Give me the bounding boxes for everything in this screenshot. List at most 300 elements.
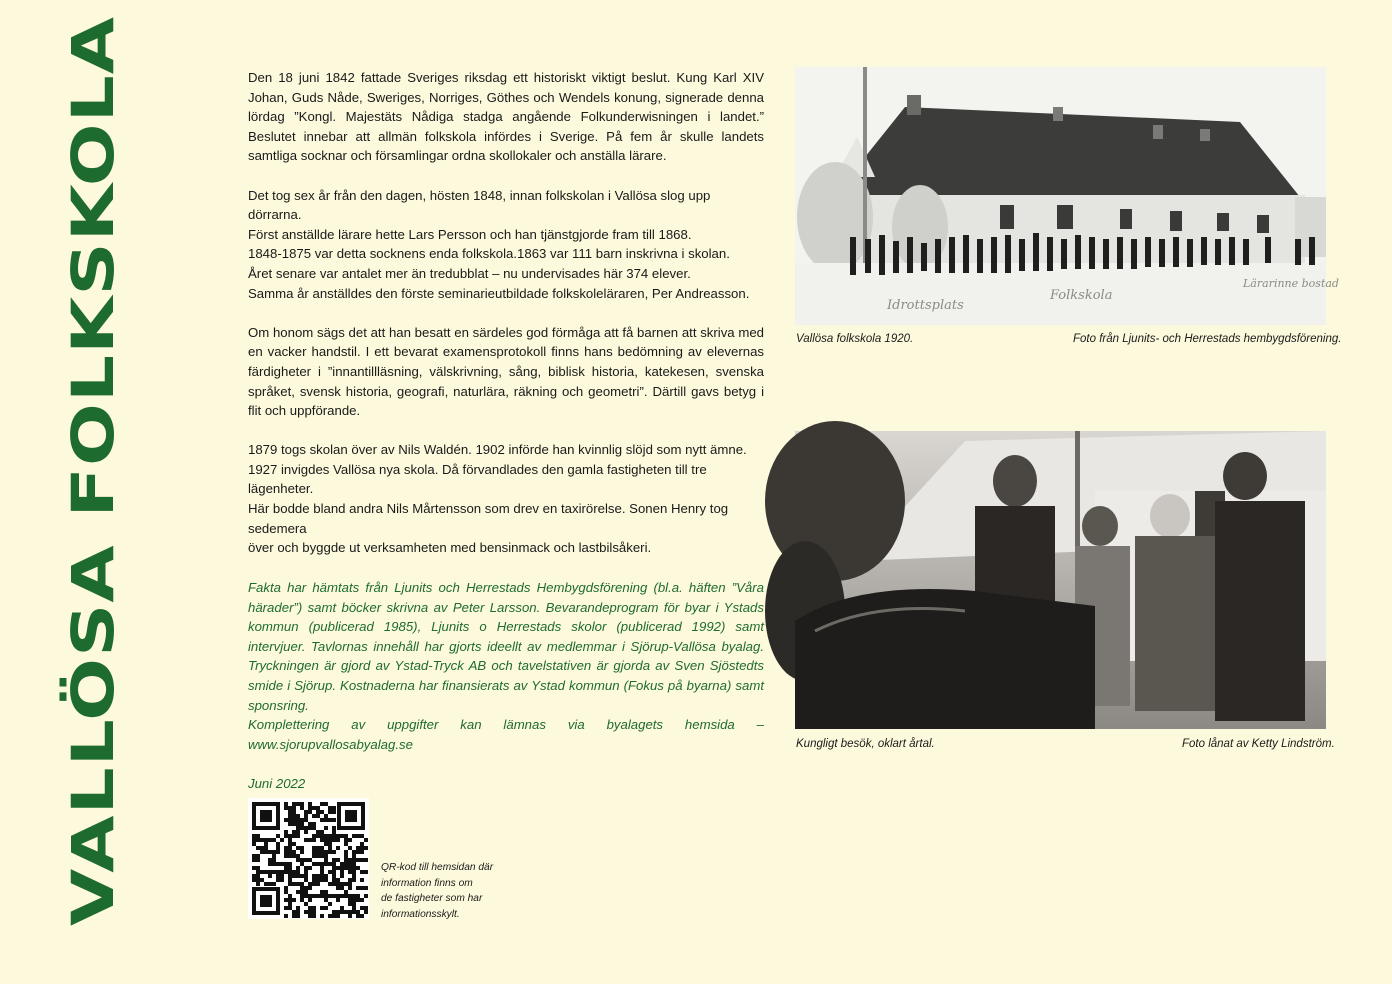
qr-module xyxy=(296,854,300,858)
qr-module xyxy=(308,906,312,910)
qr-module xyxy=(304,810,308,814)
qr-module xyxy=(364,858,368,862)
qr-module xyxy=(316,854,320,858)
qr-module xyxy=(296,818,300,822)
qr-module xyxy=(304,890,308,894)
qr-module xyxy=(308,882,312,886)
qr-module xyxy=(320,874,324,878)
qr-module xyxy=(332,806,336,810)
qr-module xyxy=(284,866,288,870)
qr-module xyxy=(308,886,312,890)
paragraph-intro: Den 18 juni 1842 fattade Sveriges riksdag ett historiskt viktigt beslut. Kung Karl XIV Johan, Guds Nåde, Sweriges, Norriges, Göthes och Wendels konung, signerade denna lördag ”Kongl. Majestäts Nådiga stadga angående Folkunderwisningen i landet.” Beslutet innebar att allmän folkskola infördes i Sverige. På fem år skulle landets samtliga socknar och församlingar ordna skollokaler och anställa lärare. xyxy=(248,70,764,164)
qr-module xyxy=(328,846,332,850)
qr-note xyxy=(381,860,511,922)
qr-module xyxy=(344,862,348,866)
qr-module xyxy=(340,862,344,866)
qr-module xyxy=(296,866,300,870)
qr-module xyxy=(284,834,288,838)
qr-module xyxy=(332,838,336,842)
qr-module xyxy=(356,846,360,850)
qr-module xyxy=(296,834,300,838)
qr-module xyxy=(328,894,332,898)
qr-module xyxy=(332,894,336,898)
handwriting-label: Idrottsplats xyxy=(887,298,964,313)
qr-module xyxy=(292,842,296,846)
qr-module xyxy=(292,854,296,858)
qr-module xyxy=(324,838,328,842)
qr-module xyxy=(356,866,360,870)
qr-module xyxy=(364,846,368,850)
qr-module xyxy=(324,850,328,854)
qr-module xyxy=(308,826,312,830)
qr-note-line: informationsskylt. xyxy=(381,908,460,920)
qr-module xyxy=(328,914,332,918)
text-line: Här bodde bland andra Nils Mårtensson som drev en taxirörelse. Sonen Henry tog sedemera xyxy=(248,501,729,536)
qr-module xyxy=(304,870,308,874)
qr-module xyxy=(300,882,304,886)
qr-module xyxy=(304,814,308,818)
text-line: 1879 togs skolan över av Nils Waldén. 1902 införde han kvinnlig slöjd som nytt ämne. xyxy=(248,442,747,458)
qr-module xyxy=(252,838,256,842)
qr-module xyxy=(348,914,352,918)
qr-module xyxy=(312,882,316,886)
qr-module xyxy=(344,910,348,914)
qr-module xyxy=(288,874,292,878)
qr-module xyxy=(328,842,332,846)
qr-module xyxy=(348,846,352,850)
qr-module xyxy=(308,914,312,918)
qr-module xyxy=(324,906,328,910)
qr-module xyxy=(348,858,352,862)
qr-module xyxy=(356,894,360,898)
qr-module xyxy=(360,914,364,918)
qr-module xyxy=(320,870,324,874)
qr-module xyxy=(296,858,300,862)
qr-module xyxy=(324,858,328,862)
qr-module xyxy=(292,874,296,878)
qr-module xyxy=(336,838,340,842)
qr-module xyxy=(268,874,272,878)
qr-module xyxy=(264,846,268,850)
qr-module xyxy=(276,846,280,850)
qr-module xyxy=(264,882,268,886)
qr-module xyxy=(312,906,316,910)
qr-module xyxy=(272,882,276,886)
qr-module xyxy=(332,850,336,854)
qr-module xyxy=(284,806,288,810)
qr-module xyxy=(272,862,276,866)
qr-module xyxy=(320,854,324,858)
qr-module xyxy=(300,818,304,822)
paragraph-teacher: Om honom sägs det att han besatt en särdeles god förmåga att få barnen att skriva med en vacker handstil. I ett bevarat examensprotokoll finns hans bedömning av elevernas färdigheter i ”innantillläsning, välskrivning, sång, biblisk historia, katekesen, svenska språket, svensk historia, geografi, naturlära, räkning och geometri”. Därtill gavs betyg i flit och uppförande. xyxy=(248,324,764,419)
qr-module xyxy=(320,846,324,850)
qr-module xyxy=(336,886,340,890)
qr-module xyxy=(340,870,344,874)
credits-contact: Komplettering av uppgifter kan lämnas via byalagets hemsida – www.sjorupvallosabyalag.se xyxy=(248,717,764,752)
qr-module xyxy=(324,818,328,822)
qr-module xyxy=(332,834,336,838)
qr-module xyxy=(360,834,364,838)
qr-module xyxy=(296,802,300,806)
qr-module xyxy=(312,850,316,854)
qr-module xyxy=(344,850,348,854)
qr-module xyxy=(296,826,300,830)
qr-module xyxy=(272,838,276,842)
page-title: VALLÖSA FOLKSKOLA xyxy=(60,15,128,926)
qr-module xyxy=(360,842,364,846)
qr-module xyxy=(352,850,356,854)
qr-module xyxy=(348,882,352,886)
qr-module xyxy=(276,850,280,854)
photo1-credit: Foto från Ljunits- och Herrestads hembygdsförening. xyxy=(1073,333,1342,345)
qr-module xyxy=(292,850,296,854)
qr-module xyxy=(360,870,364,874)
text-line: Året senare var antalet mer än tredubblat – nu undervisades här 374 elever. xyxy=(248,265,691,281)
qr-module xyxy=(256,866,260,870)
qr-module xyxy=(324,802,328,806)
qr-module xyxy=(324,842,328,846)
qr-module xyxy=(300,850,304,854)
qr-module xyxy=(284,914,288,918)
qr-module xyxy=(340,834,344,838)
qr-module xyxy=(252,878,256,882)
qr-module xyxy=(356,886,360,890)
qr-module xyxy=(284,890,288,894)
qr-module xyxy=(256,854,260,858)
qr-module xyxy=(328,862,332,866)
qr-module xyxy=(304,838,308,842)
qr-module xyxy=(320,818,324,822)
qr-module xyxy=(252,842,256,846)
qr-module xyxy=(304,910,308,914)
qr-module xyxy=(332,830,336,834)
qr-module xyxy=(356,898,360,902)
qr-module xyxy=(304,886,308,890)
qr-module xyxy=(336,894,340,898)
qr-module xyxy=(324,862,328,866)
qr-module xyxy=(328,810,332,814)
qr-module xyxy=(360,846,364,850)
qr-module xyxy=(256,878,260,882)
qr-module xyxy=(312,822,316,826)
qr-module xyxy=(296,906,300,910)
qr-module xyxy=(312,878,316,882)
qr-module xyxy=(340,882,344,886)
qr-module xyxy=(288,822,292,826)
qr-module xyxy=(364,910,368,914)
qr-module xyxy=(272,870,276,874)
qr-module xyxy=(328,834,332,838)
qr-module xyxy=(296,882,300,886)
qr-module xyxy=(336,914,340,918)
qr-module xyxy=(268,858,272,862)
qr-module xyxy=(336,898,340,902)
qr-module xyxy=(332,810,336,814)
text-line: Det tog sex år från den dagen, hösten 1848, innan folkskolan i Vallösa slog upp dörrarna. xyxy=(248,187,711,223)
qr-module xyxy=(252,874,256,878)
qr-code-graphic xyxy=(248,798,369,919)
qr-module xyxy=(304,874,308,878)
qr-module xyxy=(340,906,344,910)
qr-module xyxy=(292,822,296,826)
qr-module xyxy=(260,870,264,874)
qr-module xyxy=(344,834,348,838)
qr-module xyxy=(356,914,360,918)
qr-module xyxy=(256,846,260,850)
qr-module xyxy=(256,874,260,878)
qr-module xyxy=(256,882,260,886)
qr-note-line: de fastigheter som har xyxy=(381,893,483,904)
qr-module xyxy=(348,870,352,874)
qr-module xyxy=(308,822,312,826)
qr-module xyxy=(268,850,272,854)
qr-module xyxy=(284,818,288,822)
school-building-illustration xyxy=(795,67,1339,325)
qr-module xyxy=(300,886,304,890)
qr-module xyxy=(264,842,268,846)
qr-module xyxy=(296,814,300,818)
qr-module xyxy=(300,858,304,862)
qr-module xyxy=(292,914,296,918)
qr-module xyxy=(288,846,292,850)
qr-module xyxy=(364,886,368,890)
qr-module xyxy=(312,894,316,898)
qr-module xyxy=(296,822,300,826)
qr-note-line: information finns om xyxy=(381,877,473,889)
qr-module xyxy=(312,862,316,866)
qr-module xyxy=(332,914,336,918)
handwriting-label: Folkskola xyxy=(1050,288,1113,303)
qr-module xyxy=(316,814,320,818)
qr-module xyxy=(336,846,340,850)
qr-module xyxy=(264,838,268,842)
qr-module xyxy=(280,870,284,874)
qr-module xyxy=(320,862,324,866)
qr-module xyxy=(336,834,340,838)
qr-module xyxy=(332,866,336,870)
qr-module xyxy=(252,834,256,838)
qr-module xyxy=(268,862,272,866)
qr-module xyxy=(324,874,328,878)
qr-module xyxy=(324,854,328,858)
qr-module xyxy=(288,834,292,838)
qr-module xyxy=(352,894,356,898)
qr-module xyxy=(332,878,336,882)
qr-module xyxy=(276,878,280,882)
qr-module xyxy=(288,866,292,870)
qr-module xyxy=(284,802,288,806)
photo-royal-visit xyxy=(795,431,1326,729)
qr-module xyxy=(292,818,296,822)
paragraph-later-history xyxy=(248,440,764,558)
qr-module xyxy=(344,866,348,870)
qr-module xyxy=(300,862,304,866)
qr-module xyxy=(288,870,292,874)
qr-module xyxy=(320,834,324,838)
qr-module xyxy=(316,850,320,854)
qr-module xyxy=(284,850,288,854)
qr-module xyxy=(268,870,272,874)
qr-module xyxy=(340,910,344,914)
qr-module xyxy=(276,870,280,874)
qr-module xyxy=(324,826,328,830)
qr-module xyxy=(332,826,336,830)
qr-module xyxy=(288,898,292,902)
main-text xyxy=(248,68,764,577)
qr-module xyxy=(316,874,320,878)
qr-module xyxy=(296,870,300,874)
qr-module xyxy=(292,910,296,914)
credits-text: Fakta har hämtats från Ljunits och Herrestads Hembygdsförening (bl.a. häften ”Våra härader”) samt böcker skrivna av Peter Larsson. Bevarandeprogram för byar i Ystads kommun (publicerad 1985), Ljunits o Herrestads skolor (publicerad 1992) samt intervjuer. Tavlornas innehåll har gjorts ideellt av medlemmar i Sjörup-Vallösa byalag. Tryckningen är gjord av Ystad-Tryck AB och tavelstativen är gjorda av Sven Sjöstedts smide i Sjörup. Kostnaderna har finansierats av Ystad kommun (Fokus på byarna) samt sponsring. xyxy=(248,580,764,713)
qr-module xyxy=(300,898,304,902)
qr-module xyxy=(332,874,336,878)
qr-module xyxy=(336,910,340,914)
qr-module xyxy=(348,902,352,906)
qr-module xyxy=(356,910,360,914)
qr-module xyxy=(256,858,260,862)
photo2-caption: Kungligt besök, oklart årtal. xyxy=(796,738,935,750)
qr-module xyxy=(292,814,296,818)
qr-module xyxy=(324,894,328,898)
qr-module xyxy=(288,894,292,898)
qr-module xyxy=(280,878,284,882)
qr-module xyxy=(312,838,316,842)
qr-module xyxy=(336,858,340,862)
qr-module xyxy=(324,878,328,882)
qr-module xyxy=(352,858,356,862)
qr-module xyxy=(284,830,288,834)
text-line: Först anställde lärare hette Lars Persson och han tjänstgjorde fram till 1868. xyxy=(248,226,692,242)
qr-module xyxy=(344,842,348,846)
qr-module xyxy=(352,910,356,914)
qr-module xyxy=(360,850,364,854)
qr-module xyxy=(304,894,308,898)
photo2-credit: Foto lånat av Ketty Lindström. xyxy=(1182,738,1335,750)
qr-module xyxy=(332,882,336,886)
qr-module xyxy=(264,850,268,854)
qr-module xyxy=(252,866,256,870)
qr-module xyxy=(328,818,332,822)
qr-module xyxy=(364,838,368,842)
qr-module xyxy=(352,854,356,858)
qr-module xyxy=(300,874,304,878)
qr-module xyxy=(300,822,304,826)
qr-module xyxy=(300,826,304,830)
qr-module xyxy=(284,854,288,858)
qr-module xyxy=(320,838,324,842)
qr-module xyxy=(300,806,304,810)
qr-module xyxy=(340,886,344,890)
qr-module xyxy=(332,858,336,862)
text-line: 1848-1875 var detta socknens enda folkskola.1863 var 111 barn inskrivna i skolan. xyxy=(248,246,730,262)
qr-module xyxy=(352,862,356,866)
qr-module xyxy=(284,906,288,910)
qr-module xyxy=(364,870,368,874)
qr-module xyxy=(260,878,264,882)
qr-module xyxy=(288,818,292,822)
qr-module xyxy=(260,846,264,850)
qr-module xyxy=(256,870,260,874)
qr-module xyxy=(252,854,256,858)
qr-module xyxy=(316,830,320,834)
qr-module xyxy=(300,802,304,806)
qr-module xyxy=(312,826,316,830)
qr-module xyxy=(352,902,356,906)
qr-module xyxy=(348,898,352,902)
qr-module xyxy=(320,866,324,870)
qr-module xyxy=(276,842,280,846)
qr-module xyxy=(260,838,264,842)
qr-module xyxy=(320,802,324,806)
qr-module xyxy=(288,862,292,866)
qr-module xyxy=(308,858,312,862)
royal-visit-illustration xyxy=(795,431,1326,729)
qr-module xyxy=(348,910,352,914)
qr-module xyxy=(360,878,364,882)
qr-module xyxy=(288,902,292,906)
handwriting-label: Lärarinne bostad xyxy=(1243,277,1339,290)
qr-module xyxy=(276,834,280,838)
qr-module xyxy=(292,810,296,814)
qr-module xyxy=(312,814,316,818)
qr-code[interactable] xyxy=(248,798,369,919)
qr-module xyxy=(292,830,296,834)
qr-module xyxy=(292,882,296,886)
qr-module xyxy=(296,914,300,918)
qr-module xyxy=(320,830,324,834)
qr-module xyxy=(292,802,296,806)
qr-module xyxy=(320,914,324,918)
qr-module xyxy=(308,802,312,806)
qr-module xyxy=(344,890,348,894)
qr-module xyxy=(328,850,332,854)
qr-module xyxy=(352,866,356,870)
qr-module xyxy=(364,906,368,910)
qr-module xyxy=(296,830,300,834)
qr-module xyxy=(256,838,260,842)
qr-module xyxy=(252,858,256,862)
qr-module xyxy=(344,838,348,842)
qr-module xyxy=(328,882,332,886)
qr-module xyxy=(268,838,272,842)
credits-date: Juni 2022 xyxy=(248,775,306,791)
qr-module xyxy=(324,898,328,902)
qr-module xyxy=(352,874,356,878)
qr-module xyxy=(348,838,352,842)
qr-module xyxy=(332,818,336,822)
qr-module xyxy=(364,894,368,898)
qr-module xyxy=(288,906,292,910)
qr-module xyxy=(280,874,284,878)
qr-module xyxy=(288,842,292,846)
qr-module xyxy=(292,898,296,902)
qr-module xyxy=(272,854,276,858)
qr-module xyxy=(348,862,352,866)
qr-module xyxy=(296,846,300,850)
qr-module xyxy=(292,806,296,810)
qr-module xyxy=(272,850,276,854)
qr-module xyxy=(316,846,320,850)
qr-module xyxy=(288,806,292,810)
qr-module xyxy=(272,858,276,862)
qr-module xyxy=(320,810,324,814)
qr-module xyxy=(316,810,320,814)
qr-module xyxy=(328,838,332,842)
qr-module xyxy=(288,854,292,858)
photo-school-1920 xyxy=(795,67,1339,325)
qr-module xyxy=(308,894,312,898)
qr-module xyxy=(312,874,316,878)
